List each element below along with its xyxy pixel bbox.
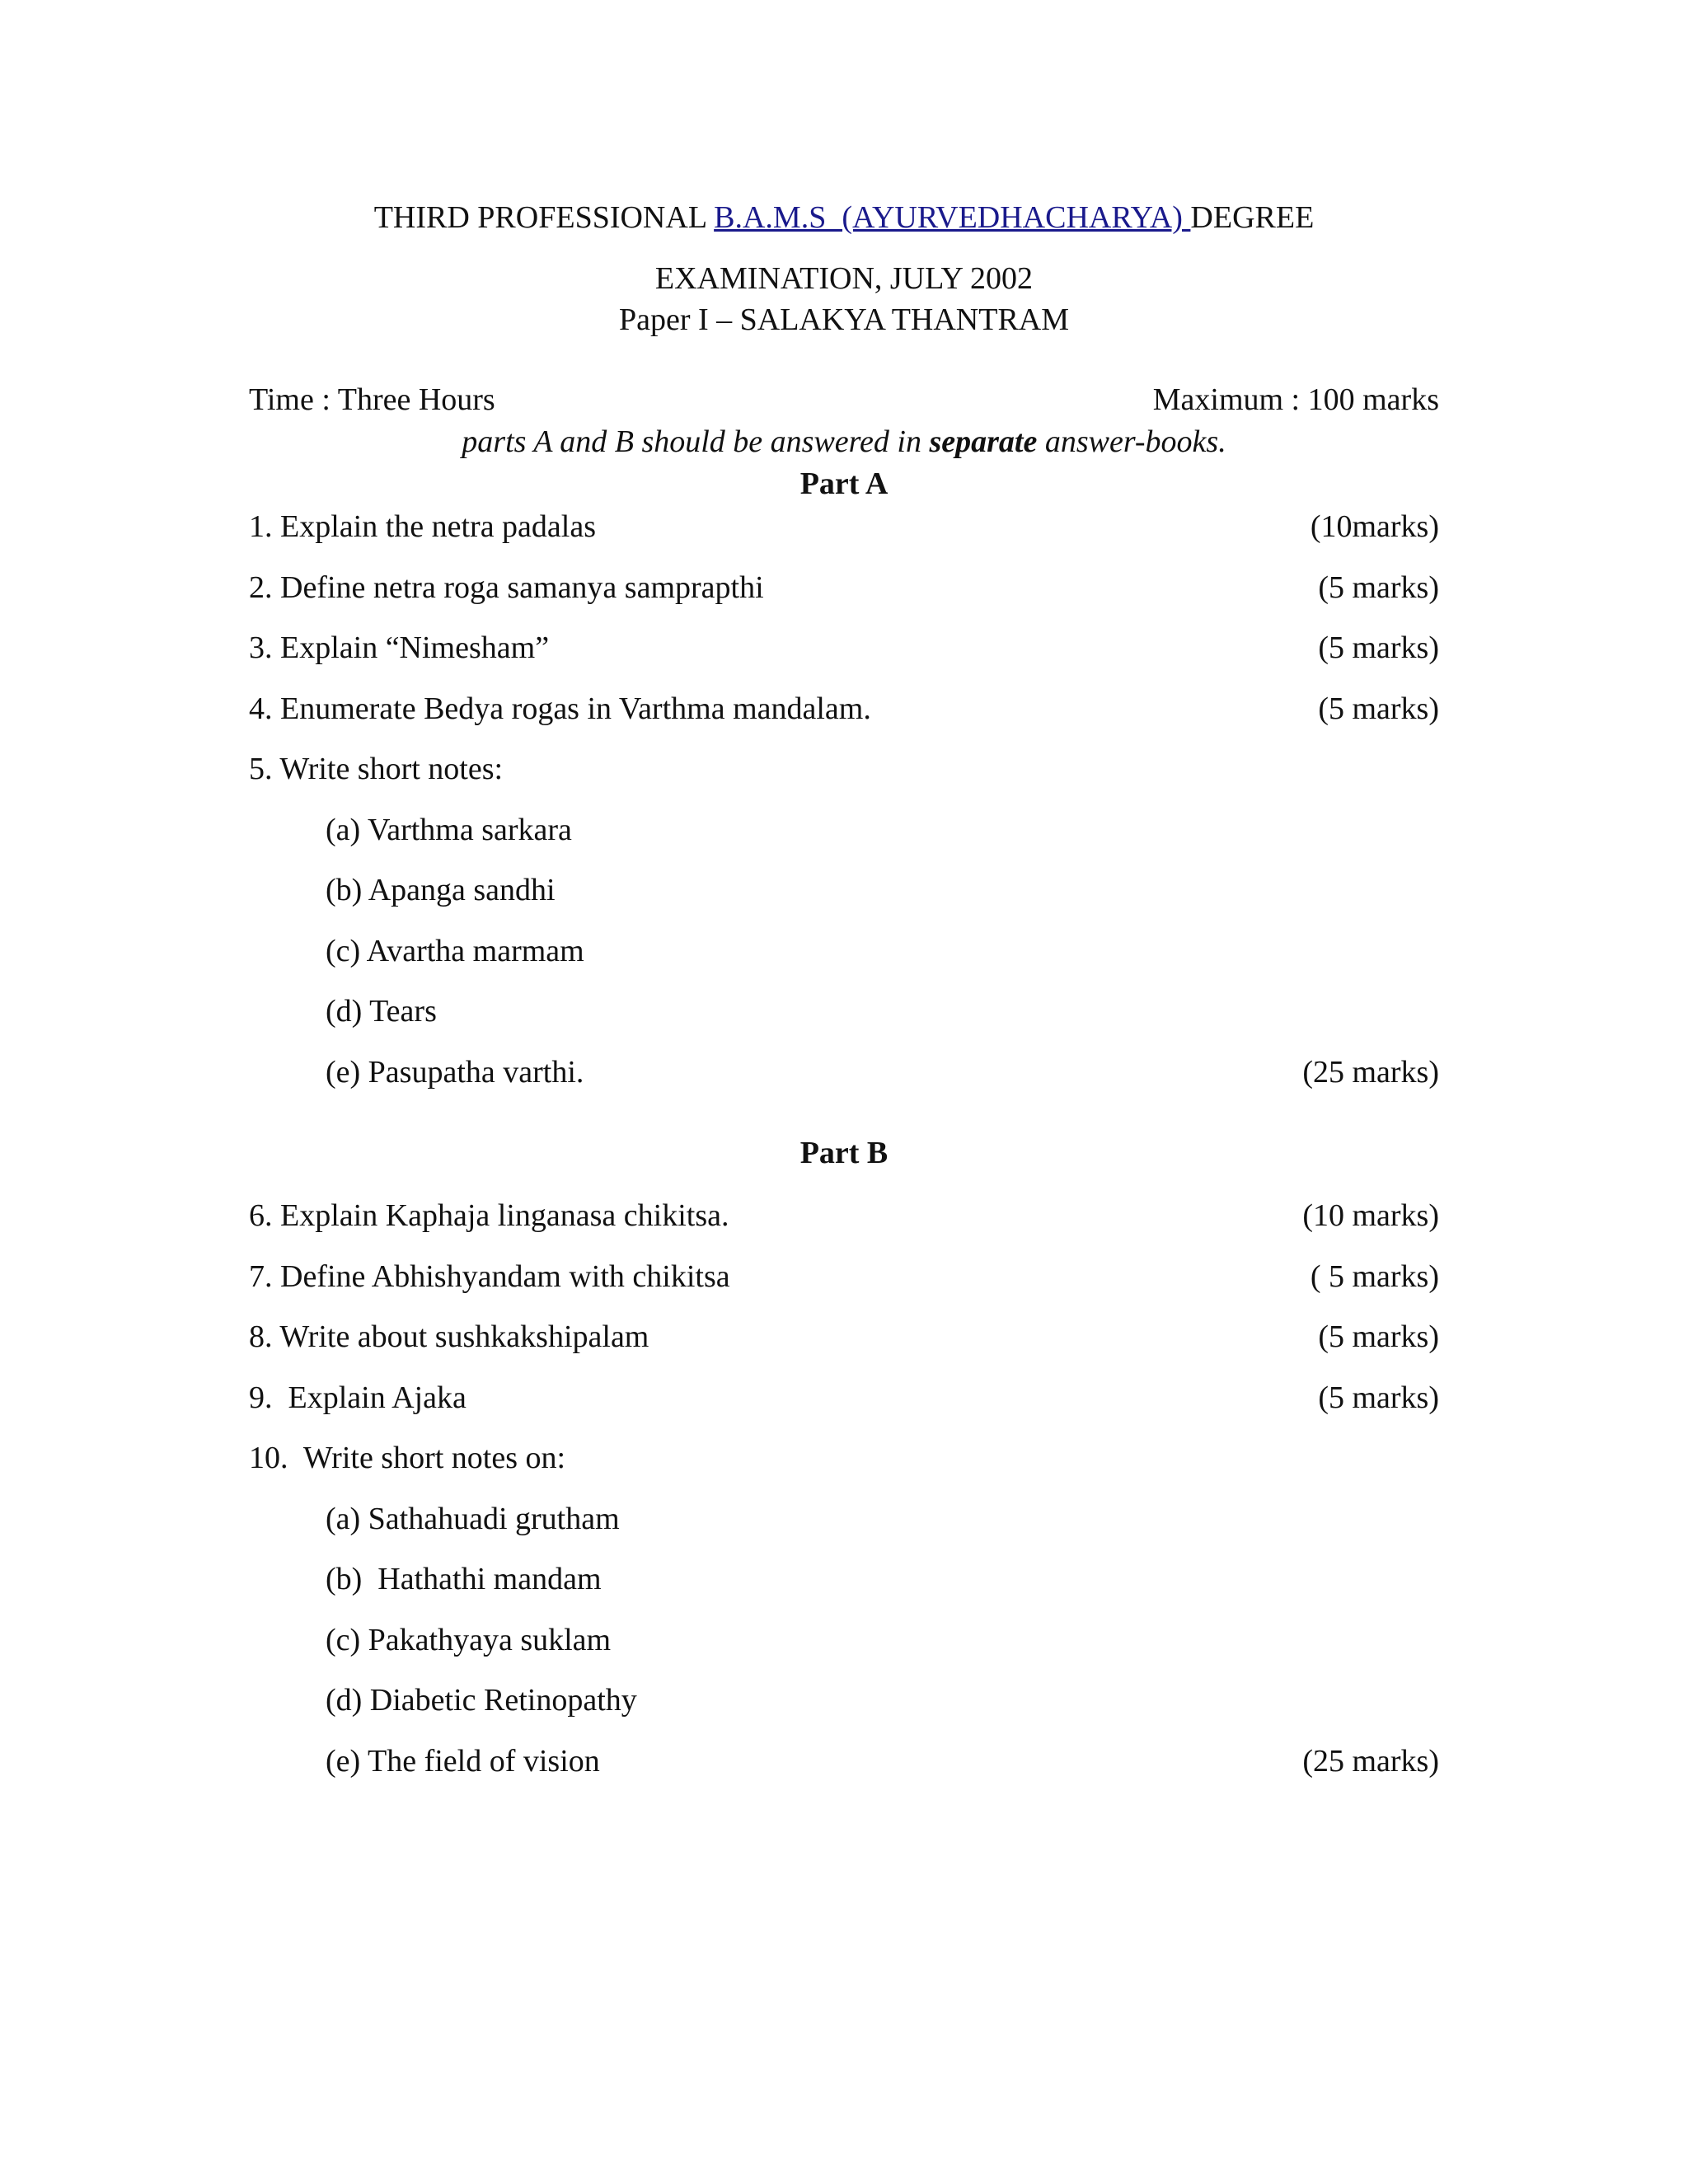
question-number: 4. [249,691,273,726]
question-10-marks: (25 marks) [1302,1744,1439,1779]
question-7-marks: ( 5 marks) [1310,1259,1439,1294]
exam-title-suffix: DEGREE [1190,200,1315,235]
question-number: 3. [249,630,273,665]
question-2-marks: (5 marks) [1318,570,1439,605]
question-number: 9. [249,1380,273,1415]
question-5-subitem-b: (b) Apanga sandhi [326,873,556,907]
part-b-title: Part B [799,1136,889,1170]
question-8 [249,1318,649,1356]
question-4 [249,690,871,728]
question-number: 10. [249,1441,288,1475]
question-number: 1. [249,509,273,544]
question-2 [249,569,764,607]
question-1 [249,508,596,546]
question-text: Write short notes: [279,752,504,786]
question-text: Explain the netra padalas [280,509,597,544]
question-7 [249,1258,730,1296]
maximum-marks: Maximum : 100 marks [1152,382,1439,417]
question-5-marks: (25 marks) [1302,1055,1439,1090]
question-text: Define netra roga samanya samprapthi [280,570,764,605]
question-10 [249,1439,565,1477]
instruction-bold: separate [929,424,1038,459]
question-4-marks: (5 marks) [1318,691,1439,726]
question-6 [249,1197,729,1235]
question-text: Enumerate Bedya rogas in Varthma mandalam. [280,691,871,726]
paper-title: Paper I – SALAKYA THANTRAM [618,302,1070,337]
instruction-post: answer-books. [1037,424,1226,459]
instruction-pre: parts A and B should be answered in [462,424,930,459]
question-text: Write about sushkakshipalam [279,1319,649,1354]
question-9 [249,1379,467,1417]
question-10-subitem-d: (d) Diabetic Retinopathy [326,1683,637,1718]
degree-link[interactable]: B.A.M.S (AYURVEDHACHARYA) [714,200,1191,235]
question-10-subitem-b: (b) Hathathi mandam [326,1562,602,1596]
question-5-subitem-e: (e) Pasupatha varthi. [326,1055,584,1090]
question-6-marks: (10 marks) [1302,1198,1439,1233]
question-3 [249,629,549,667]
exam-title-prefix: THIRD PROFESSIONAL [373,200,715,235]
question-number: 7. [249,1259,273,1294]
question-number: 6. [249,1198,273,1233]
question-10-subitem-a: (a) Sathahuadi grutham [326,1502,620,1536]
question-5-subitem-d: (d) Tears [326,994,437,1029]
question-5-subitem-c: (c) Avartha marmam [326,934,584,968]
question-number: 2. [249,570,273,605]
part-a-title: Part A [799,466,889,501]
question-text: Explain Ajaka [280,1380,467,1415]
question-5-subitem-a: (a) Varthma sarkara [326,813,572,847]
exam-title-line1 [0,199,1688,237]
question-text: Explain “Nimesham” [280,630,550,665]
question-9-marks: (5 marks) [1318,1380,1439,1415]
question-8-marks: (5 marks) [1318,1319,1439,1354]
question-5 [249,750,503,788]
question-text: Define Abhishyandam with chikitsa [280,1259,730,1294]
question-10-subitem-e: (e) The field of vision [326,1744,600,1779]
time-allowed: Time : Three Hours [249,382,495,417]
exam-title-line2: EXAMINATION, JULY 2002 [654,261,1034,296]
question-text: Write short notes on: [302,1441,566,1475]
instruction [0,423,1688,461]
question-number: 8. [249,1319,273,1354]
question-number: 5. [249,752,273,786]
question-1-marks: (10marks) [1310,509,1439,544]
question-10-subitem-c: (c) Pakathyaya suklam [326,1623,612,1657]
question-3-marks: (5 marks) [1318,630,1439,665]
question-text: Explain Kaphaja linganasa chikitsa. [280,1198,729,1233]
